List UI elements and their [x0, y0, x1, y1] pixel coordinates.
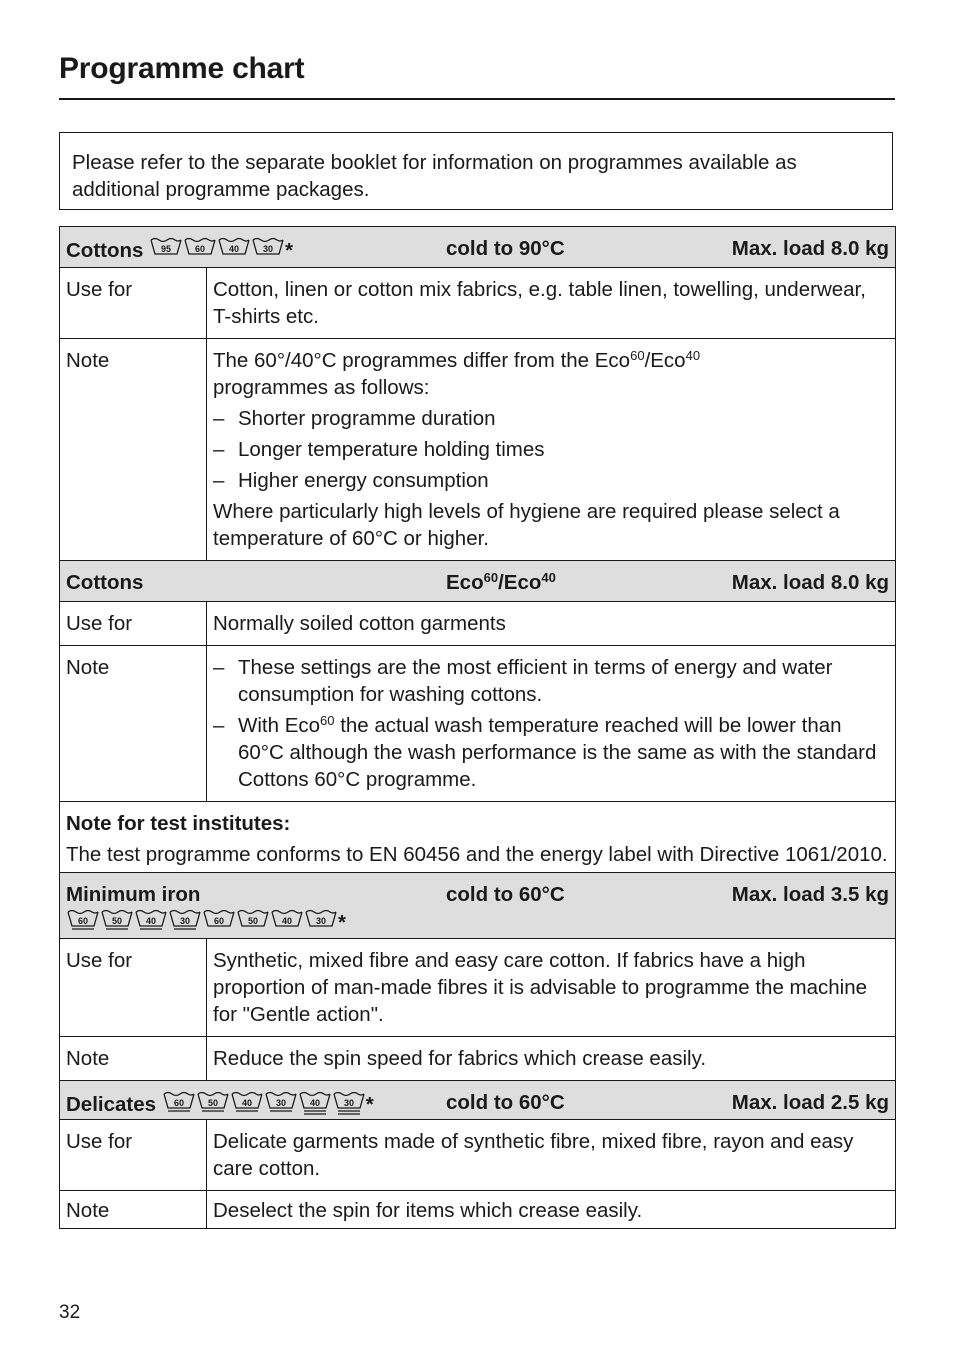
- wash-temperature: 30: [275, 1098, 286, 1108]
- delicates-max-load: Max. load 2.5 kg: [731, 1091, 889, 1114]
- delicates-note-row: [60, 1191, 895, 1228]
- cottons-wash-symbols: [149, 239, 285, 262]
- cottons-eco-temperature: Eco$^{60}$/Eco$^{40}$: [446, 570, 556, 594]
- delicates-wash-symbols: [162, 1093, 366, 1116]
- wash-tub-icon: [162, 1091, 196, 1115]
- wash-temperature: 50: [247, 916, 259, 926]
- wash-temperature: 40: [281, 916, 293, 926]
- wash-tub-icon: [100, 909, 134, 933]
- delicates-header: [60, 1081, 895, 1120]
- wash-tub-icon: [183, 237, 217, 261]
- cottons-eco-use-text: Normally soiled cotton garments: [213, 612, 506, 635]
- cottons-eco-note-row: [60, 646, 895, 802]
- cottons-header: [60, 227, 895, 268]
- wash-temperature: 50: [111, 916, 123, 926]
- wash-temperature: 95: [161, 244, 172, 254]
- minimum-iron-use-label: Use for: [60, 939, 207, 1036]
- wash-tub-icon: [202, 909, 236, 933]
- wash-tub-icon: [304, 909, 338, 933]
- wash-temperature: 60: [213, 916, 225, 926]
- wash-tub-icon: [251, 237, 285, 261]
- cottons-eco-max-load: Max. load 8.0 kg: [731, 571, 889, 594]
- wash-temperature: 60: [173, 1098, 184, 1108]
- cottons-name: Cottons: [66, 239, 144, 262]
- delicates-use-row: [60, 1120, 895, 1191]
- test-institutes-heading: Note for test institutes:: [66, 812, 291, 835]
- wash-temperature: 40: [309, 1098, 320, 1108]
- minimum-iron-star: *: [338, 911, 346, 934]
- cottons-use-label: Use for: [60, 268, 207, 338]
- page-number: 32: [59, 1302, 81, 1323]
- cottons-note-label: Note: [60, 339, 207, 560]
- wash-temperature: 30: [179, 916, 191, 926]
- cottons-use-text: Cotton, linen or cotton mix fabrics, e.g. table linen, towelling, underwear, T-shirts etc.: [213, 278, 866, 328]
- wash-temperature: 50: [207, 1098, 218, 1108]
- wash-tub-icon: [66, 909, 100, 933]
- cottons-note-content: [207, 339, 895, 560]
- wash-temperature: 60: [77, 916, 89, 926]
- intro-note-text: Please refer to the separate booklet for information on programmes available as additional programme packages.: [72, 151, 797, 201]
- cottons-eco-note-content: [207, 646, 895, 801]
- minimum-iron-use-row: [60, 939, 895, 1037]
- delicates-use-label: Use for: [60, 1120, 207, 1190]
- cottons-note-row: [60, 339, 895, 561]
- wash-temperature: 40: [241, 1098, 252, 1108]
- wash-tub-icon: [236, 909, 270, 933]
- wash-tub-icon: [196, 1091, 230, 1115]
- programme-table: [59, 226, 896, 1229]
- wash-temperature: 30: [263, 244, 274, 254]
- cottons-note-intro: The 60°/40°C programmes differ from the Eco$^{60}$/Eco$^{40}$ programmes as follows:: [213, 348, 701, 399]
- minimum-iron-note-text: Reduce the spin speed for fabrics which crease easily.: [213, 1047, 707, 1070]
- wash-temperature: 40: [145, 916, 157, 926]
- intro-note-box: [59, 132, 893, 210]
- cottons-eco-use-label: Use for: [60, 602, 207, 645]
- minimum-iron-temperature: cold to 60°C: [446, 883, 565, 906]
- wash-temperature: 30: [315, 916, 327, 926]
- minimum-iron-max-load: Max. load 3.5 kg: [731, 883, 889, 906]
- test-institutes-text: The test programme conforms to EN 60456 and the energy label with Directive 1061/2010.: [66, 843, 888, 866]
- delicates-use-text: Delicate garments made of synthetic fibre, mixed fibre, rayon and easy care cotton.: [213, 1130, 854, 1180]
- wash-tub-icon: [134, 909, 168, 933]
- cottons-eco-note-bullet: – With Eco$^{60}$ the actual wash temperature reached will be lower than 60°C although the wash performance is the same as with the standard Cottons 60°C programme.: [213, 713, 877, 791]
- delicates-note-text: Deselect the spin for items which crease easily.: [213, 1199, 643, 1222]
- minimum-iron-use-text: Synthetic, mixed fibre and easy care cotton. If fabrics have a high proportion of man-made fibres it is advisable to programme the machine for "Gentle action".: [213, 949, 868, 1026]
- minimum-iron-note-row: [60, 1037, 895, 1081]
- minimum-iron-name: Minimum iron: [66, 883, 201, 906]
- title-divider: [59, 98, 895, 100]
- wash-temperature: 30: [343, 1098, 354, 1108]
- minimum-iron-wash-symbols: [66, 911, 338, 934]
- wash-temperature: 40: [229, 244, 240, 254]
- cottons-eco-name: Cottons: [66, 571, 144, 594]
- cottons-star: *: [285, 239, 294, 262]
- cottons-note-bullet: – Longer temperature holding times: [213, 438, 545, 461]
- delicates-temperature: cold to 60°C: [446, 1091, 565, 1114]
- wash-tub-icon: [217, 237, 251, 261]
- wash-tub-icon: [149, 237, 183, 261]
- wash-tub-icon: [270, 909, 304, 933]
- minimum-iron-header: [60, 873, 895, 939]
- wash-tub-icon: [264, 1091, 298, 1115]
- delicates-note-label: Note: [60, 1191, 207, 1228]
- delicates-star: *: [365, 1093, 374, 1116]
- wash-tub-icon: [230, 1091, 264, 1115]
- cottons-note-outro: Where particularly high levels of hygiene are required please select a temperature of 60°C or higher.: [213, 500, 840, 550]
- cottons-note-bullet: – Higher energy consumption: [213, 469, 489, 492]
- test-institutes-note: [60, 802, 895, 873]
- cottons-eco-use-row: [60, 602, 895, 646]
- cottons-max-load: Max. load 8.0 kg: [731, 237, 889, 260]
- wash-tub-icon: [332, 1091, 366, 1115]
- cottons-temperature: cold to 90°C: [446, 237, 565, 260]
- wash-temperature: 60: [195, 244, 206, 254]
- cottons-eco-note-bullet: – These settings are the most efficient in terms of energy and water consumption for washing cottons.: [213, 656, 833, 706]
- cottons-note-bullet: – Shorter programme duration: [213, 407, 496, 430]
- wash-tub-icon: [298, 1091, 332, 1115]
- minimum-iron-note-label: Note: [60, 1037, 207, 1080]
- cottons-eco-header: [60, 561, 895, 602]
- cottons-use-row: [60, 268, 895, 339]
- wash-tub-icon: [168, 909, 202, 933]
- delicates-name: Delicates: [66, 1093, 157, 1116]
- cottons-eco-note-label: Note: [60, 646, 207, 801]
- page-title: Programme chart: [59, 52, 305, 85]
